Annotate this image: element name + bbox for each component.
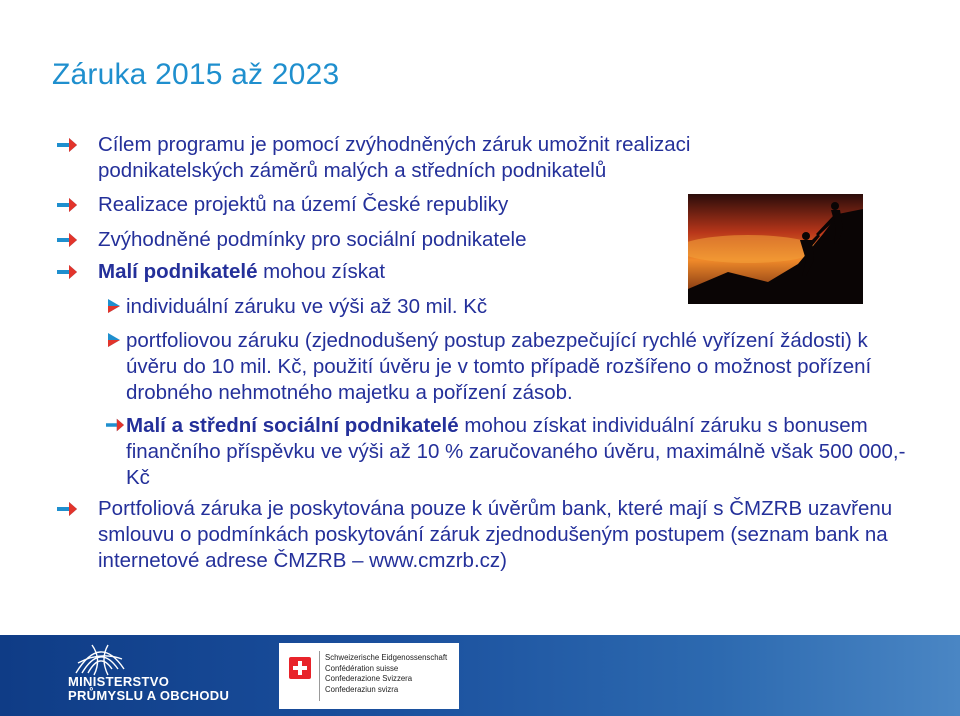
ministry-name [68,675,229,703]
arrow-right-icon [106,418,124,432]
swiss-line: Confederazione Svizzera [325,674,413,683]
sub-bullet-social-businesses [126,413,906,491]
swiss-line: Schweizerische Eidgenossenschaft [325,653,448,662]
footer-bar [0,635,960,716]
bullet-rest: mohou získat individuální záruku s bonusem finančního příspěvku ve výši až 10 % zaručovaného úvěru, maximálně však 500 000,- Kč [126,414,906,489]
bullet-small-businesses [98,259,385,285]
swiss-flag-icon [289,657,311,679]
sub-bullet-individual-guarantee: individuální záruku ve výši až 30 mil. Kč [126,295,488,318]
bullet-portfolio-banks: Portfoliová záruka je poskytována pouze k úvěrům bank, které mají s ČMZRB uzavřenu smlouvu o podmínkách poskytování záruk zjednodušeným postupem (seznam bank na internetové adrese ČMZRB – www.cmzrb.cz) [98,497,893,572]
swiss-line: Confédération suisse [325,663,399,673]
arrow-right-icon [57,198,77,212]
arrow-right-icon [57,233,77,247]
swiss-confederation-logo [279,643,459,709]
ministry-line-2: PRŮMYSLU A OBCHODU [68,688,230,703]
climbers-photo [688,194,863,304]
bullet-territory: Realizace projektů na území České republiky [98,193,509,216]
swiss-line: Confederaziun svizra [325,684,399,694]
sub-bullet-portfolio-guarantee: portfoliovou záruku (zjednodušený postup zabezpečující rychlé vyřízení žádosti) k úvěru do 10 mil. Kč, použití úvěru je v tomto případě rozšířeno o možnost pořízení drobného nehmotného majetku a pořízení zásob. [126,329,872,404]
bold-lead: Malí podnikatelé [98,260,258,283]
ministry-line-1: MINISTERSTVO [68,674,170,689]
slide-title: Záruka 2015 až 2023 [52,58,340,91]
arrow-right-icon [57,502,77,516]
ministry-globe-logo-icon [72,639,128,677]
bold-lead: Malí a střední sociální podnikatelé [126,414,459,437]
arrow-right-icon [57,138,77,152]
arrow-right-icon [57,265,77,279]
bullet-program-goal: Cílem programu je pomocí zvýhodněných záruk umožnit realizaci podnikatelských záměrů malých a středních podnikatelů [98,133,691,182]
bullet-social-conditions: Zvýhodněné podmínky pro sociální podnikatele [98,228,527,251]
bullet-rest: mohou získat [257,260,386,283]
triangle-right-icon [108,299,120,313]
triangle-right-icon [108,333,120,347]
divider [319,651,320,701]
